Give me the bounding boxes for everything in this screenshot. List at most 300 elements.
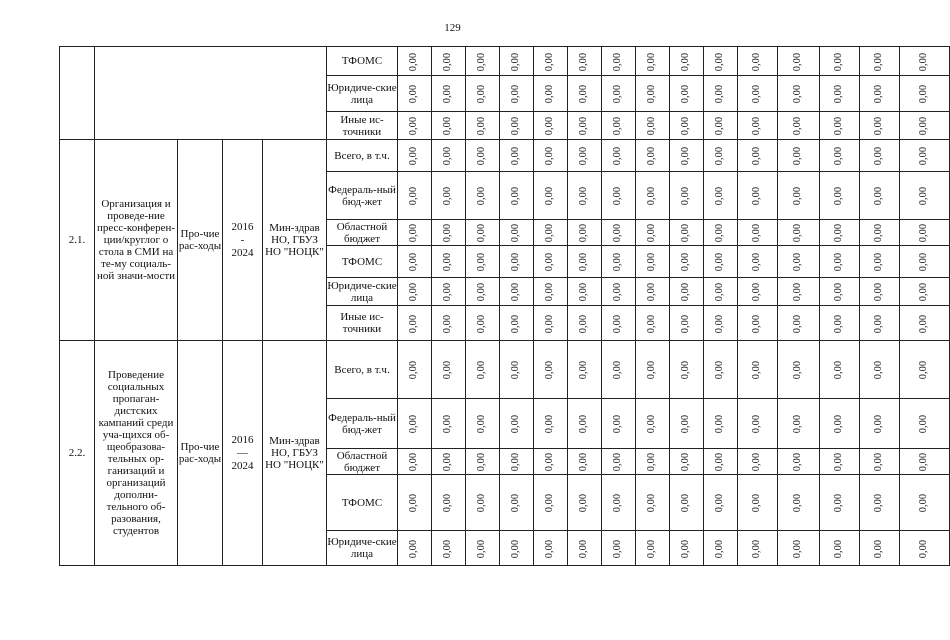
amount-value: 0,00 (544, 493, 556, 513)
amount-cell (636, 341, 670, 399)
amount-value: 0,00 (510, 360, 522, 380)
amount-cell (602, 112, 636, 140)
amount-value: 0,00 (873, 282, 885, 302)
amount-value: 0,00 (792, 223, 804, 243)
amount-value: 0,00 (714, 282, 726, 302)
amount-cell (602, 531, 636, 566)
amount-cell (398, 399, 432, 449)
amount-cell (500, 47, 534, 76)
amount-cell (820, 449, 860, 475)
amount-value: 0,00 (751, 452, 763, 472)
amount-value: 0,00 (476, 186, 488, 206)
amount-value: 0,00 (646, 282, 658, 302)
amount-value: 0,00 (873, 52, 885, 71)
amount-value: 0,00 (476, 116, 488, 136)
amount-cell (636, 399, 670, 449)
amount-value: 0,00 (833, 223, 845, 243)
amount-value: 0,00 (612, 146, 624, 166)
amount-value: 0,00 (442, 186, 454, 206)
amount-value: 0,00 (918, 146, 930, 166)
amount-cell (820, 531, 860, 566)
amount-value: 0,00 (442, 223, 454, 243)
source-label: ТФОМС (327, 47, 398, 76)
amount-cell (778, 449, 820, 475)
period (223, 140, 263, 341)
amount-value: 0,00 (544, 146, 556, 166)
amount-cell (568, 76, 602, 112)
amount-cell (860, 306, 900, 341)
amount-value: 0,00 (578, 452, 590, 472)
amount-cell (670, 475, 704, 531)
amount-cell (820, 220, 860, 246)
amount-cell (900, 220, 950, 246)
amount-value: 0,00 (578, 493, 590, 513)
amount-cell (820, 399, 860, 449)
amount-cell (860, 246, 900, 278)
amount-value: 0,00 (510, 539, 522, 558)
amount-value: 0,00 (873, 252, 885, 272)
amount-value: 0,00 (873, 84, 885, 104)
amount-value: 0,00 (646, 146, 658, 166)
amount-cell (900, 112, 950, 140)
amount-cell (398, 278, 432, 306)
amount-cell (778, 278, 820, 306)
amount-cell (820, 47, 860, 76)
amount-value: 0,00 (918, 539, 930, 558)
continuation-name-cell (95, 47, 327, 140)
amount-cell (398, 220, 432, 246)
amount-cell (398, 246, 432, 278)
amount-value: 0,00 (612, 52, 624, 71)
amount-cell (432, 399, 466, 449)
amount-value: 0,00 (510, 282, 522, 302)
amount-cell (432, 112, 466, 140)
amount-value: 0,00 (510, 314, 522, 333)
amount-value: 0,00 (680, 146, 692, 166)
amount-cell (738, 531, 778, 566)
amount-value: 0,00 (544, 414, 556, 434)
amount-value: 0,00 (612, 452, 624, 472)
amount-cell (820, 306, 860, 341)
amount-value: 0,00 (510, 146, 522, 166)
amount-value: 0,00 (918, 314, 930, 333)
amount-cell (500, 246, 534, 278)
amount-value: 0,00 (714, 146, 726, 166)
amount-cell (432, 47, 466, 76)
amount-cell (820, 475, 860, 531)
amount-cell (704, 399, 738, 449)
amount-cell (860, 140, 900, 172)
amount-value: 0,00 (408, 116, 420, 136)
amount-cell (602, 47, 636, 76)
amount-value: 0,00 (833, 360, 845, 380)
amount-value: 0,00 (751, 360, 763, 380)
amount-value: 0,00 (873, 186, 885, 206)
amount-cell (670, 531, 704, 566)
amount-cell (900, 140, 950, 172)
amount-cell (738, 220, 778, 246)
amount-value: 0,00 (833, 314, 845, 333)
amount-cell (900, 449, 950, 475)
amount-cell (670, 306, 704, 341)
amount-cell (860, 341, 900, 399)
amount-cell (432, 140, 466, 172)
amount-value: 0,00 (833, 116, 845, 136)
amount-value: 0,00 (544, 539, 556, 558)
amount-value: 0,00 (408, 146, 420, 166)
amount-value: 0,00 (873, 223, 885, 243)
amount-value: 0,00 (510, 223, 522, 243)
amount-value: 0,00 (408, 252, 420, 272)
amount-value: 0,00 (751, 223, 763, 243)
amount-value: 0,00 (408, 414, 420, 434)
source-label: Областной бюджет (327, 220, 398, 246)
amount-value: 0,00 (646, 84, 658, 104)
amount-cell (704, 47, 738, 76)
amount-value: 0,00 (918, 360, 930, 380)
amount-cell (466, 399, 500, 449)
amount-value: 0,00 (918, 116, 930, 136)
amount-value: 0,00 (792, 493, 804, 513)
amount-cell (738, 47, 778, 76)
amount-cell (466, 47, 500, 76)
amount-value: 0,00 (646, 186, 658, 206)
amount-value: 0,00 (612, 223, 624, 243)
amount-cell (704, 112, 738, 140)
amount-cell (820, 112, 860, 140)
amount-value: 0,00 (408, 282, 420, 302)
amount-value: 0,00 (510, 493, 522, 513)
amount-cell (500, 112, 534, 140)
amount-value: 0,00 (510, 116, 522, 136)
amount-cell (534, 140, 568, 172)
amount-cell (568, 172, 602, 220)
amount-value: 0,00 (408, 452, 420, 472)
amount-value: 0,00 (442, 360, 454, 380)
amount-cell (900, 246, 950, 278)
amount-value: 0,00 (751, 314, 763, 333)
amount-value: 0,00 (544, 282, 556, 302)
amount-value: 0,00 (544, 360, 556, 380)
amount-value: 0,00 (792, 539, 804, 558)
amount-cell (820, 76, 860, 112)
amount-cell (636, 172, 670, 220)
amount-value: 0,00 (833, 84, 845, 104)
amount-value: 0,00 (544, 252, 556, 272)
period-start: 2016 (231, 434, 254, 446)
amount-value: 0,00 (578, 282, 590, 302)
amount-cell (636, 306, 670, 341)
amount-value: 0,00 (442, 493, 454, 513)
amount-cell (466, 341, 500, 399)
amount-cell (398, 449, 432, 475)
amount-value: 0,00 (792, 84, 804, 104)
amount-value: 0,00 (510, 84, 522, 104)
amount-cell (636, 47, 670, 76)
amount-cell (738, 341, 778, 399)
amount-cell (500, 172, 534, 220)
amount-value: 0,00 (578, 223, 590, 243)
amount-cell (500, 399, 534, 449)
amount-value: 0,00 (646, 452, 658, 472)
amount-value: 0,00 (792, 452, 804, 472)
amount-cell (568, 278, 602, 306)
amount-value: 0,00 (680, 493, 692, 513)
amount-value: 0,00 (751, 252, 763, 272)
amount-cell (636, 278, 670, 306)
amount-value: 0,00 (646, 314, 658, 333)
amount-cell (568, 475, 602, 531)
amount-value: 0,00 (792, 314, 804, 333)
amount-cell (704, 76, 738, 112)
amount-value: 0,00 (442, 539, 454, 558)
amount-value: 0,00 (612, 314, 624, 333)
amount-value: 0,00 (646, 52, 658, 71)
amount-value: 0,00 (792, 52, 804, 71)
amount-value: 0,00 (714, 252, 726, 272)
amount-cell (820, 341, 860, 399)
amount-value: 0,00 (442, 414, 454, 434)
amount-value: 0,00 (680, 186, 692, 206)
event-name: Проведение социальных пропаган-дистских кампаний среди уча-щихся об-щеобразова-тельных ор-ганизаций и организаций дополни-тельного об-разования, студентов (95, 341, 178, 566)
amount-cell (602, 220, 636, 246)
period-separator: - (240, 234, 245, 246)
amount-value: 0,00 (476, 360, 488, 380)
source-label: Юридиче-ские лица (327, 279, 397, 304)
amount-value: 0,00 (751, 84, 763, 104)
amount-cell (670, 341, 704, 399)
amount-cell (900, 475, 950, 531)
amount-cell (738, 112, 778, 140)
amount-value: 0,00 (751, 539, 763, 558)
amount-value: 0,00 (544, 223, 556, 243)
amount-cell (738, 246, 778, 278)
amount-cell (738, 475, 778, 531)
amount-value: 0,00 (408, 186, 420, 206)
amount-value: 0,00 (918, 186, 930, 206)
amount-value: 0,00 (544, 84, 556, 104)
amount-cell (466, 112, 500, 140)
amount-value: 0,00 (751, 186, 763, 206)
amount-value: 0,00 (578, 186, 590, 206)
amount-cell (602, 278, 636, 306)
amount-value: 0,00 (612, 493, 624, 513)
amount-value: 0,00 (680, 414, 692, 434)
table-row (60, 341, 950, 399)
amount-cell (398, 306, 432, 341)
amount-cell (820, 278, 860, 306)
amount-cell (860, 220, 900, 246)
budget-table (59, 46, 950, 566)
amount-cell (670, 47, 704, 76)
amount-cell (432, 531, 466, 566)
amount-cell (398, 47, 432, 76)
amount-cell (778, 172, 820, 220)
amount-value: 0,00 (833, 539, 845, 558)
amount-value: 0,00 (612, 539, 624, 558)
amount-cell (670, 220, 704, 246)
amount-cell (704, 341, 738, 399)
amount-cell (860, 278, 900, 306)
amount-cell (568, 341, 602, 399)
amount-value: 0,00 (918, 414, 930, 434)
amount-value: 0,00 (544, 116, 556, 136)
amount-cell (820, 246, 860, 278)
amount-cell (534, 449, 568, 475)
amount-cell (636, 531, 670, 566)
amount-cell (568, 449, 602, 475)
amount-cell (778, 399, 820, 449)
amount-value: 0,00 (646, 493, 658, 513)
period-end: 2024 (231, 247, 254, 259)
amount-value: 0,00 (792, 414, 804, 434)
amount-value: 0,00 (408, 84, 420, 104)
period-separator: — (237, 447, 248, 459)
amount-value: 0,00 (792, 116, 804, 136)
amount-value: 0,00 (476, 223, 488, 243)
amount-cell (670, 246, 704, 278)
amount-cell (778, 220, 820, 246)
amount-value: 0,00 (612, 282, 624, 302)
amount-cell (398, 76, 432, 112)
amount-value: 0,00 (833, 186, 845, 206)
amount-value: 0,00 (510, 186, 522, 206)
amount-cell (670, 112, 704, 140)
amount-value: 0,00 (714, 116, 726, 136)
amount-cell (534, 278, 568, 306)
source-label: Иные ис-точники (327, 112, 398, 140)
amount-cell (860, 449, 900, 475)
source-label: Всего, в т.ч. (327, 341, 398, 399)
amount-cell (602, 246, 636, 278)
amount-cell (432, 172, 466, 220)
amount-cell (704, 306, 738, 341)
amount-value: 0,00 (578, 252, 590, 272)
amount-cell (466, 140, 500, 172)
amount-cell (670, 399, 704, 449)
amount-cell (534, 220, 568, 246)
amount-value: 0,00 (612, 360, 624, 380)
amount-cell (900, 306, 950, 341)
amount-value: 0,00 (476, 452, 488, 472)
amount-value: 0,00 (544, 452, 556, 472)
amount-cell (500, 140, 534, 172)
amount-value: 0,00 (833, 52, 845, 71)
amount-cell (568, 140, 602, 172)
amount-cell (636, 475, 670, 531)
amount-value: 0,00 (918, 282, 930, 302)
amount-value: 0,00 (680, 84, 692, 104)
amount-cell (704, 140, 738, 172)
amount-cell (778, 341, 820, 399)
amount-cell (778, 47, 820, 76)
amount-value: 0,00 (646, 539, 658, 558)
amount-cell (636, 76, 670, 112)
amount-value: 0,00 (792, 252, 804, 272)
amount-cell (432, 220, 466, 246)
expense-type: Про-чие рас-ходы (178, 341, 223, 566)
amount-value: 0,00 (578, 84, 590, 104)
amount-value: 0,00 (751, 52, 763, 71)
amount-cell (860, 76, 900, 112)
amount-value: 0,00 (873, 116, 885, 136)
amount-value: 0,00 (476, 414, 488, 434)
amount-value: 0,00 (510, 252, 522, 272)
amount-cell (500, 76, 534, 112)
amount-cell (500, 220, 534, 246)
amount-value: 0,00 (442, 452, 454, 472)
period-end: 2024 (231, 460, 254, 472)
amount-cell (568, 112, 602, 140)
amount-cell (704, 449, 738, 475)
amount-cell (568, 531, 602, 566)
amount-value: 0,00 (680, 252, 692, 272)
event-name: Организация и проведе-ние пресс-конферен-ции/круглог о стола в СМИ на те-му социаль-ной значи-мости (95, 140, 178, 341)
amount-cell (466, 475, 500, 531)
amount-value: 0,00 (751, 146, 763, 166)
amount-value: 0,00 (578, 360, 590, 380)
amount-value: 0,00 (510, 452, 522, 472)
amount-value: 0,00 (680, 452, 692, 472)
amount-cell (568, 47, 602, 76)
amount-cell (778, 531, 820, 566)
amount-value: 0,00 (833, 252, 845, 272)
amount-cell (900, 172, 950, 220)
amount-cell (534, 47, 568, 76)
amount-cell (738, 306, 778, 341)
amount-value: 0,00 (680, 539, 692, 558)
row-index: 2.2. (60, 341, 95, 566)
amount-value: 0,00 (510, 52, 522, 71)
amount-value: 0,00 (833, 146, 845, 166)
amount-cell (704, 246, 738, 278)
amount-value: 0,00 (612, 84, 624, 104)
amount-cell (738, 76, 778, 112)
amount-value: 0,00 (612, 186, 624, 206)
amount-cell (602, 341, 636, 399)
source-label: Областной бюджет (327, 449, 398, 475)
amount-value: 0,00 (833, 452, 845, 472)
amount-cell (398, 172, 432, 220)
amount-cell (534, 112, 568, 140)
amount-cell (466, 172, 500, 220)
amount-value: 0,00 (510, 414, 522, 434)
amount-cell (432, 76, 466, 112)
amount-value: 0,00 (476, 52, 488, 71)
amount-cell (704, 220, 738, 246)
amount-value: 0,00 (476, 252, 488, 272)
amount-cell (534, 341, 568, 399)
amount-cell (670, 140, 704, 172)
amount-value: 0,00 (442, 282, 454, 302)
amount-cell (534, 531, 568, 566)
amount-value: 0,00 (646, 223, 658, 243)
amount-value: 0,00 (408, 360, 420, 380)
executor: Мин-здрав НО, ГБУЗ НО "НОЦК" (263, 140, 327, 341)
amount-value: 0,00 (833, 282, 845, 302)
amount-cell (534, 306, 568, 341)
amount-value: 0,00 (792, 282, 804, 302)
amount-cell (568, 220, 602, 246)
amount-value: 0,00 (873, 493, 885, 513)
amount-value: 0,00 (873, 452, 885, 472)
amount-cell (500, 278, 534, 306)
amount-cell (568, 306, 602, 341)
amount-cell (636, 220, 670, 246)
amount-value: 0,00 (578, 314, 590, 333)
amount-value: 0,00 (918, 493, 930, 513)
amount-value: 0,00 (442, 52, 454, 71)
